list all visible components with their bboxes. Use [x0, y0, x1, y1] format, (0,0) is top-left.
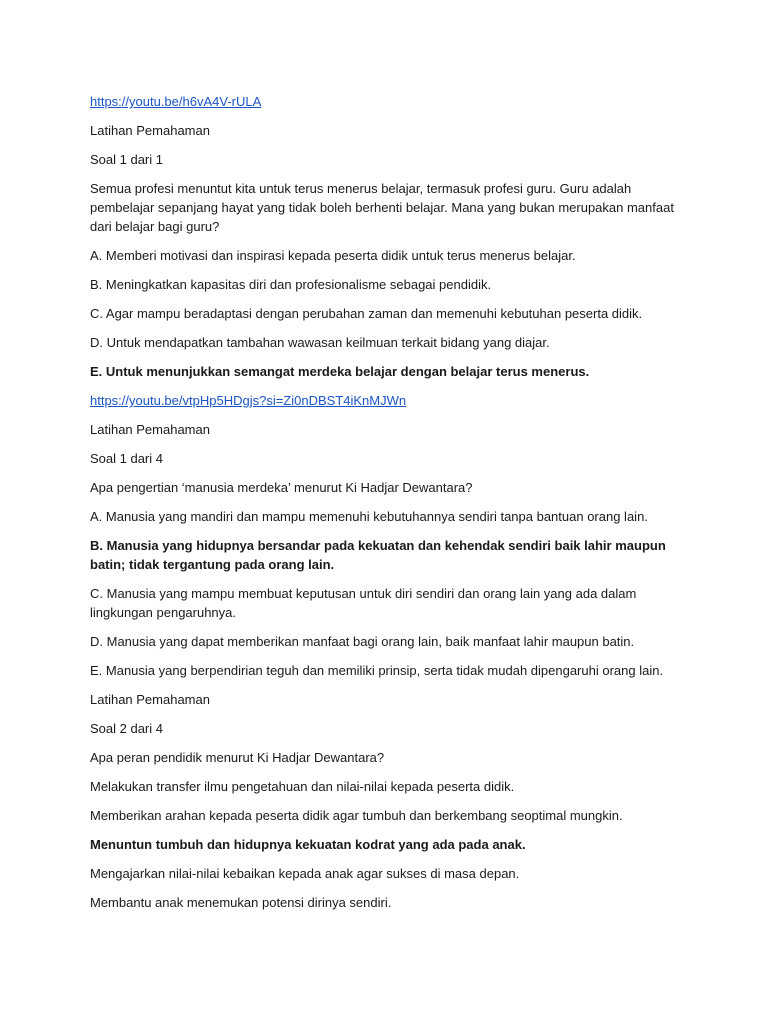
option-2e: E. Manusia yang berpendirian teguh dan memiliki prinsip, serta tidak mudah dipengaruhi orang lain.: [90, 663, 664, 678]
option-1b: B. Meningkatkan kapasitas diri dan profesionalisme sebagai pendidik.: [90, 277, 492, 292]
option-2d: D. Manusia yang dapat memberikan manfaat bagi orang lain, baik manfaat lahir maupun batin.: [90, 634, 635, 649]
document-page: [90, 92, 680, 922]
option-2a: A. Manusia yang mandiri dan mampu memenuhi kebutuhannya sendiri tanpa bantuan orang lain.: [90, 509, 648, 524]
question-counter-1: Soal 1 dari 1: [90, 152, 163, 167]
section-heading-1: Latihan Pemahaman: [90, 123, 210, 138]
option-2b-answer: B. Manusia yang hidupnya bersandar pada kekuatan dan kehendak sendiri baik lahir maupun batin; tidak tergantung pada orang lain.: [90, 538, 666, 572]
question-text-2: Apa pengertian ‘manusia merdeka’ menurut Ki Hadjar Dewantara?: [90, 480, 473, 495]
section-heading-3: Latihan Pemahaman: [90, 692, 210, 707]
option-1a: A. Memberi motivasi dan inspirasi kepada peserta didik untuk terus menerus belajar.: [90, 248, 576, 263]
option-2c: C. Manusia yang mampu membuat keputusan untuk diri sendiri dan orang lain yang ada dalam lingkungan pengaruhnya.: [90, 586, 637, 620]
question-text-1: Semua profesi menuntut kita untuk terus menerus belajar, termasuk profesi guru. Guru adalah pembelajar sepanjang hayat yang tidak boleh berhenti belajar. Mana yang bukan merupakan manfaat dari belajar bagi guru?: [90, 181, 674, 234]
question-text-3: Apa peran pendidik menurut Ki Hadjar Dewantara?: [90, 750, 385, 765]
option-1c: C. Agar mampu beradaptasi dengan perubahan zaman dan memenuhi kebutuhan peserta didik.: [90, 306, 643, 321]
option-3d: Mengajarkan nilai-nilai kebaikan kepada anak agar sukses di masa depan.: [90, 866, 520, 881]
option-3a: Melakukan transfer ilmu pengetahuan dan nilai-nilai kepada peserta didik.: [90, 779, 515, 794]
option-3e: Membantu anak menemukan potensi dirinya sendiri.: [90, 895, 392, 910]
option-1e-answer: E. Untuk menunjukkan semangat merdeka belajar dengan belajar terus menerus.: [90, 364, 590, 379]
option-3b: Memberikan arahan kepada peserta didik agar tumbuh dan berkembang seoptimal mungkin.: [90, 808, 623, 823]
section-heading-2: Latihan Pemahaman: [90, 422, 210, 437]
question-counter-3: Soal 2 dari 4: [90, 721, 163, 736]
video-link-2[interactable]: https://youtu.be/vtpHp5HDgjs?si=Zi0nDBST4iKnMJWn: [90, 393, 407, 408]
video-link-1[interactable]: https://youtu.be/h6vA4V-rULA: [90, 94, 262, 109]
option-1d: D. Untuk mendapatkan tambahan wawasan keilmuan terkait bidang yang diajar.: [90, 335, 550, 350]
option-3c-answer: Menuntun tumbuh dan hidupnya kekuatan kodrat yang ada pada anak.: [90, 837, 526, 852]
question-counter-2: Soal 1 dari 4: [90, 451, 163, 466]
